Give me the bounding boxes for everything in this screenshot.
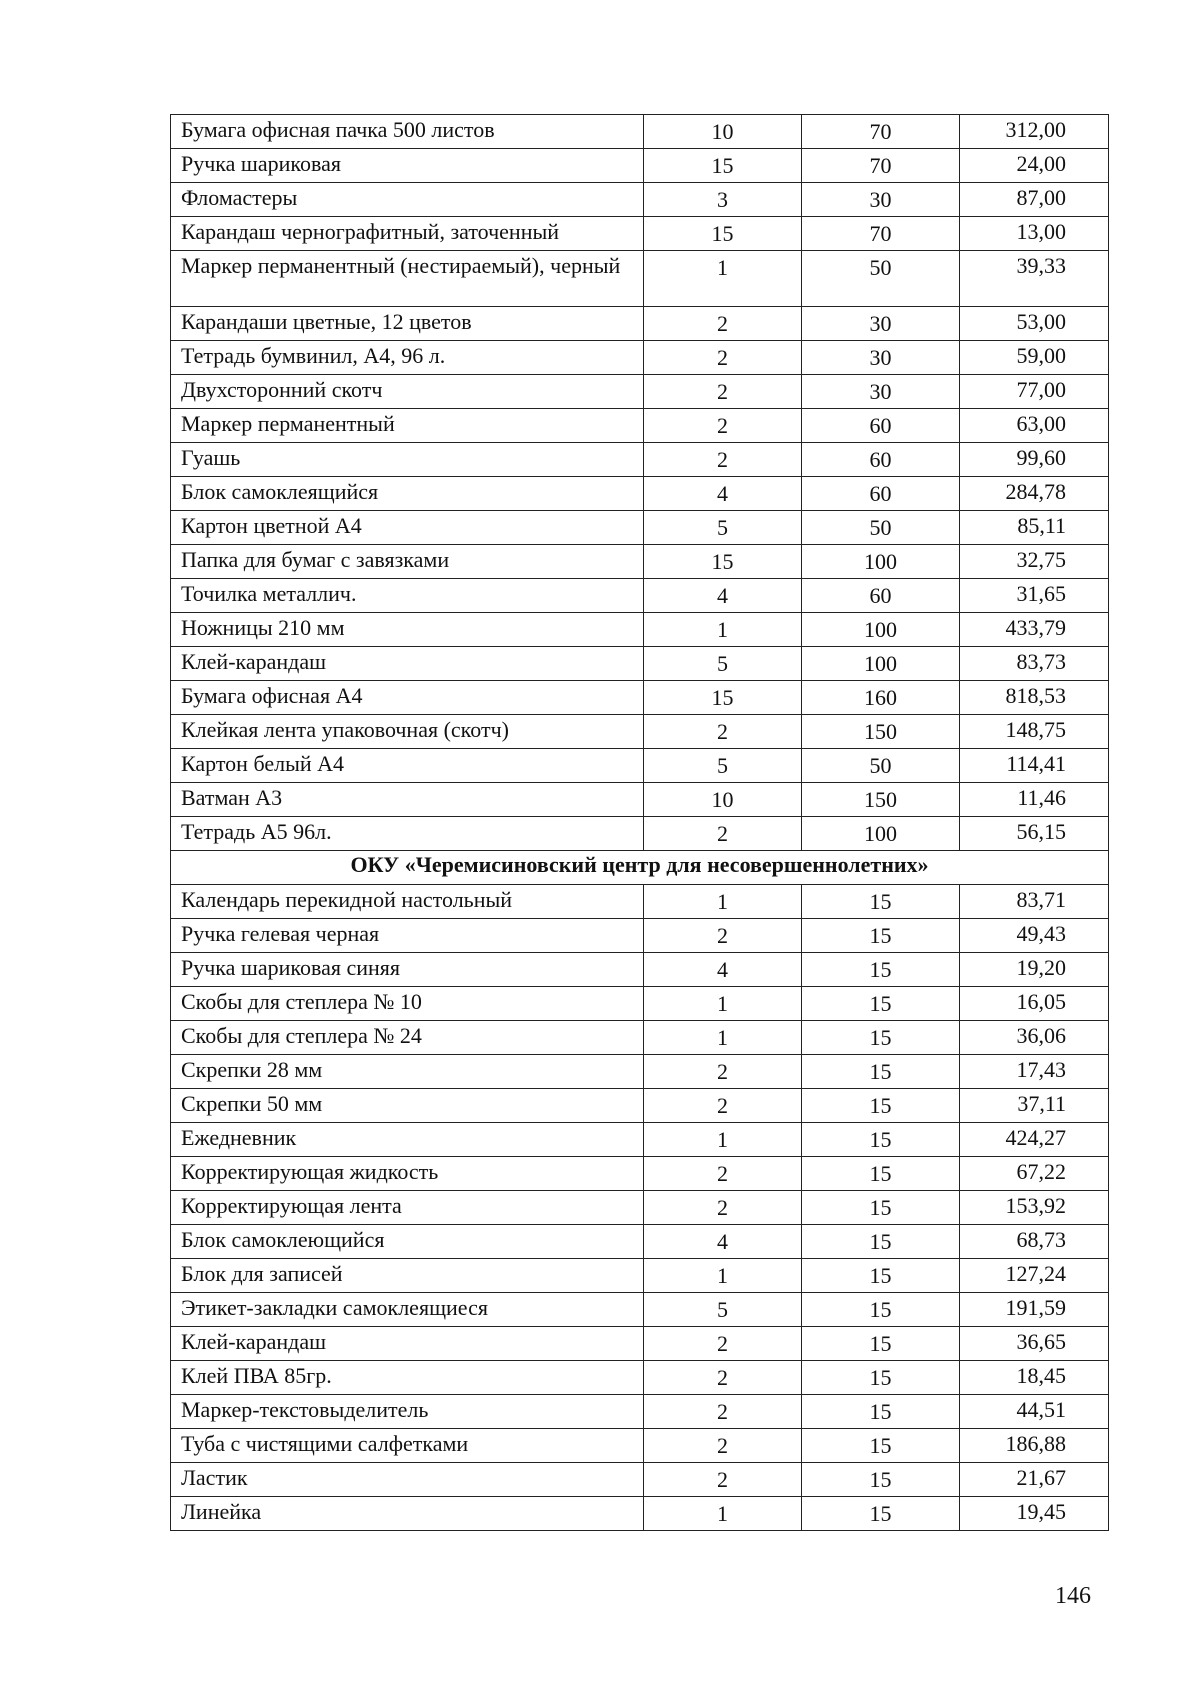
quantity-cell: 2: [644, 1395, 802, 1429]
quantity-cell: 2: [644, 307, 802, 341]
quantity-cell: 1: [644, 987, 802, 1021]
count-cell: 70: [802, 149, 960, 183]
table-row: [171, 953, 1109, 987]
quantity-cell: 2: [644, 1361, 802, 1395]
quantity-cell: 2: [644, 443, 802, 477]
price-cell: 39,33: [960, 251, 1109, 307]
quantity-cell: 3: [644, 183, 802, 217]
price-cell: 53,00: [960, 307, 1109, 341]
quantity-cell: 1: [644, 1497, 802, 1531]
quantity-cell: 5: [644, 749, 802, 783]
table-row: [171, 511, 1109, 545]
table-row: [171, 1327, 1109, 1361]
price-cell: 37,11: [960, 1089, 1109, 1123]
item-name-cell: Бумага офисная А4: [171, 681, 644, 715]
item-name-cell: Тетрадь бумвинил, А4, 96 л.: [171, 341, 644, 375]
price-cell: 818,53: [960, 681, 1109, 715]
table-row: [171, 1157, 1109, 1191]
item-name-cell: Маркер-текстовыделитель: [171, 1395, 644, 1429]
item-name-cell: Корректирующая жидкость: [171, 1157, 644, 1191]
price-cell: 186,88: [960, 1429, 1109, 1463]
item-name-cell: Клейкая лента упаковочная (скотч): [171, 715, 644, 749]
table-row: [171, 1089, 1109, 1123]
item-name-cell: Линейка: [171, 1497, 644, 1531]
price-cell: 99,60: [960, 443, 1109, 477]
price-cell: 36,06: [960, 1021, 1109, 1055]
quantity-cell: 4: [644, 1225, 802, 1259]
quantity-cell: 15: [644, 545, 802, 579]
quantity-cell: 2: [644, 1429, 802, 1463]
quantity-cell: 15: [644, 217, 802, 251]
count-cell: 15: [802, 919, 960, 953]
table-row: [171, 1463, 1109, 1497]
item-name-cell: Ластик: [171, 1463, 644, 1497]
count-cell: 15: [802, 1463, 960, 1497]
count-cell: 100: [802, 647, 960, 681]
quantity-cell: 15: [644, 681, 802, 715]
count-cell: 15: [802, 1021, 960, 1055]
quantity-cell: 2: [644, 1055, 802, 1089]
table-body-bottom: [171, 885, 1109, 1531]
item-name-cell: Этикет-закладки самоклеящиеся: [171, 1293, 644, 1327]
item-name-cell: Карандаш чернографитный, заточенный: [171, 217, 644, 251]
price-cell: 83,73: [960, 647, 1109, 681]
table-row: [171, 715, 1109, 749]
count-cell: 15: [802, 1225, 960, 1259]
count-cell: 15: [802, 987, 960, 1021]
price-cell: 31,65: [960, 579, 1109, 613]
table-row: [171, 1259, 1109, 1293]
price-cell: 148,75: [960, 715, 1109, 749]
quantity-cell: 2: [644, 409, 802, 443]
price-cell: 13,00: [960, 217, 1109, 251]
item-name-cell: Маркер перманентный (нестираемый), черный: [171, 251, 644, 307]
price-cell: 16,05: [960, 987, 1109, 1021]
table-row: [171, 1055, 1109, 1089]
count-cell: 15: [802, 1395, 960, 1429]
table-row: [171, 375, 1109, 409]
item-name-cell: Скрепки 50 мм: [171, 1089, 644, 1123]
price-cell: 68,73: [960, 1225, 1109, 1259]
count-cell: 70: [802, 217, 960, 251]
count-cell: 30: [802, 341, 960, 375]
price-cell: 19,45: [960, 1497, 1109, 1531]
count-cell: 100: [802, 545, 960, 579]
item-name-cell: Корректирующая лента: [171, 1191, 644, 1225]
price-cell: 11,46: [960, 783, 1109, 817]
item-name-cell: Блок для записей: [171, 1259, 644, 1293]
item-name-cell: Картон белый А4: [171, 749, 644, 783]
quantity-cell: 1: [644, 613, 802, 647]
table-row: [171, 817, 1109, 851]
price-cell: 85,11: [960, 511, 1109, 545]
item-name-cell: Точилка металлич.: [171, 579, 644, 613]
item-name-cell: Ежедневник: [171, 1123, 644, 1157]
count-cell: 100: [802, 613, 960, 647]
table-row: [171, 783, 1109, 817]
table-row: [171, 885, 1109, 919]
item-name-cell: Блок самоклеящийся: [171, 477, 644, 511]
table-row: [171, 409, 1109, 443]
count-cell: 15: [802, 1429, 960, 1463]
count-cell: 100: [802, 817, 960, 851]
price-cell: 18,45: [960, 1361, 1109, 1395]
section-header-group: [171, 851, 1109, 885]
count-cell: 60: [802, 477, 960, 511]
item-name-cell: Картон цветной А4: [171, 511, 644, 545]
count-cell: 50: [802, 251, 960, 307]
quantity-cell: 5: [644, 647, 802, 681]
count-cell: 15: [802, 1089, 960, 1123]
item-name-cell: Скобы для степлера № 24: [171, 1021, 644, 1055]
count-cell: 15: [802, 953, 960, 987]
price-cell: 433,79: [960, 613, 1109, 647]
table-row: [171, 1123, 1109, 1157]
item-name-cell: Блок самоклеющийся: [171, 1225, 644, 1259]
quantity-cell: 15: [644, 149, 802, 183]
item-name-cell: Календарь перекидной настольный: [171, 885, 644, 919]
table-row: [171, 477, 1109, 511]
table-row: [171, 443, 1109, 477]
count-cell: 60: [802, 579, 960, 613]
price-cell: 284,78: [960, 477, 1109, 511]
count-cell: 15: [802, 1123, 960, 1157]
quantity-cell: 5: [644, 1293, 802, 1327]
quantity-cell: 4: [644, 477, 802, 511]
page-number: 146: [1055, 1583, 1091, 1609]
quantity-cell: 10: [644, 783, 802, 817]
table-row: [171, 579, 1109, 613]
item-name-cell: Тетрадь А5 96л.: [171, 817, 644, 851]
table-row: [171, 1021, 1109, 1055]
quantity-cell: 5: [644, 511, 802, 545]
count-cell: 150: [802, 783, 960, 817]
count-cell: 70: [802, 115, 960, 149]
price-cell: 127,24: [960, 1259, 1109, 1293]
price-cell: 19,20: [960, 953, 1109, 987]
count-cell: 15: [802, 1327, 960, 1361]
quantity-cell: 2: [644, 341, 802, 375]
quantity-cell: 2: [644, 715, 802, 749]
section-title: ОКУ «Черемисиновский центр для несовершеннолетних»: [171, 851, 1109, 885]
quantity-cell: 1: [644, 251, 802, 307]
price-cell: 56,15: [960, 817, 1109, 851]
count-cell: 15: [802, 1191, 960, 1225]
price-cell: 24,00: [960, 149, 1109, 183]
price-cell: 424,27: [960, 1123, 1109, 1157]
price-cell: 191,59: [960, 1293, 1109, 1327]
price-cell: 36,65: [960, 1327, 1109, 1361]
table-row: [171, 341, 1109, 375]
count-cell: 15: [802, 885, 960, 919]
item-name-cell: Скобы для степлера № 10: [171, 987, 644, 1021]
table-row: [171, 1225, 1109, 1259]
table-row: [171, 1395, 1109, 1429]
count-cell: 160: [802, 681, 960, 715]
table-row: [171, 681, 1109, 715]
quantity-cell: 1: [644, 1021, 802, 1055]
quantity-cell: 2: [644, 1089, 802, 1123]
item-name-cell: Ручка гелевая черная: [171, 919, 644, 953]
table-row: [171, 647, 1109, 681]
table-row: [171, 115, 1109, 149]
quantity-cell: 2: [644, 1191, 802, 1225]
quantity-cell: 2: [644, 1463, 802, 1497]
price-cell: 87,00: [960, 183, 1109, 217]
price-cell: 59,00: [960, 341, 1109, 375]
count-cell: 15: [802, 1361, 960, 1395]
quantity-cell: 1: [644, 1123, 802, 1157]
count-cell: 60: [802, 443, 960, 477]
item-name-cell: Ручка шариковая: [171, 149, 644, 183]
table-row: [171, 1429, 1109, 1463]
item-name-cell: Ручка шариковая синяя: [171, 953, 644, 987]
price-cell: 114,41: [960, 749, 1109, 783]
table-row: [171, 1293, 1109, 1327]
item-name-cell: Папка для бумаг с завязками: [171, 545, 644, 579]
table-row: [171, 1361, 1109, 1395]
quantity-cell: 2: [644, 817, 802, 851]
item-name-cell: Двухсторонний скотч: [171, 375, 644, 409]
price-cell: 83,71: [960, 885, 1109, 919]
section-header-row: [171, 851, 1109, 885]
item-name-cell: Маркер перманентный: [171, 409, 644, 443]
price-cell: 49,43: [960, 919, 1109, 953]
item-name-cell: Гуашь: [171, 443, 644, 477]
table-row: [171, 987, 1109, 1021]
count-cell: 30: [802, 375, 960, 409]
table-row: [171, 183, 1109, 217]
supplies-table: [170, 114, 1109, 1531]
price-cell: 44,51: [960, 1395, 1109, 1429]
count-cell: 60: [802, 409, 960, 443]
table-row: [171, 749, 1109, 783]
table-row: [171, 919, 1109, 953]
quantity-cell: 2: [644, 1327, 802, 1361]
quantity-cell: 2: [644, 375, 802, 409]
table-row: [171, 251, 1109, 307]
quantity-cell: 4: [644, 953, 802, 987]
quantity-cell: 4: [644, 579, 802, 613]
item-name-cell: Ватман А3: [171, 783, 644, 817]
table-row: [171, 1191, 1109, 1225]
item-name-cell: Клей ПВА 85гр.: [171, 1361, 644, 1395]
item-name-cell: Фломастеры: [171, 183, 644, 217]
price-cell: 21,67: [960, 1463, 1109, 1497]
price-cell: 32,75: [960, 545, 1109, 579]
item-name-cell: Клей-карандаш: [171, 1327, 644, 1361]
count-cell: 15: [802, 1055, 960, 1089]
table-row: [171, 1497, 1109, 1531]
price-cell: 153,92: [960, 1191, 1109, 1225]
table-row: [171, 217, 1109, 251]
count-cell: 15: [802, 1293, 960, 1327]
count-cell: 15: [802, 1259, 960, 1293]
count-cell: 50: [802, 511, 960, 545]
table-row: [171, 545, 1109, 579]
count-cell: 30: [802, 307, 960, 341]
item-name-cell: Карандаши цветные, 12 цветов: [171, 307, 644, 341]
quantity-cell: 2: [644, 1157, 802, 1191]
table-body-top: [171, 115, 1109, 851]
item-name-cell: Бумага офисная пачка 500 листов: [171, 115, 644, 149]
quantity-cell: 10: [644, 115, 802, 149]
quantity-cell: 1: [644, 885, 802, 919]
table-row: [171, 149, 1109, 183]
count-cell: 30: [802, 183, 960, 217]
item-name-cell: Туба с чистящими салфетками: [171, 1429, 644, 1463]
price-cell: 67,22: [960, 1157, 1109, 1191]
item-name-cell: Клей-карандаш: [171, 647, 644, 681]
price-cell: 17,43: [960, 1055, 1109, 1089]
quantity-cell: 2: [644, 919, 802, 953]
price-cell: 77,00: [960, 375, 1109, 409]
price-cell: 312,00: [960, 115, 1109, 149]
table-row: [171, 613, 1109, 647]
item-name-cell: Ножницы 210 мм: [171, 613, 644, 647]
quantity-cell: 1: [644, 1259, 802, 1293]
count-cell: 15: [802, 1497, 960, 1531]
count-cell: 15: [802, 1157, 960, 1191]
count-cell: 50: [802, 749, 960, 783]
price-cell: 63,00: [960, 409, 1109, 443]
count-cell: 150: [802, 715, 960, 749]
table-row: [171, 307, 1109, 341]
item-name-cell: Скрепки 28 мм: [171, 1055, 644, 1089]
